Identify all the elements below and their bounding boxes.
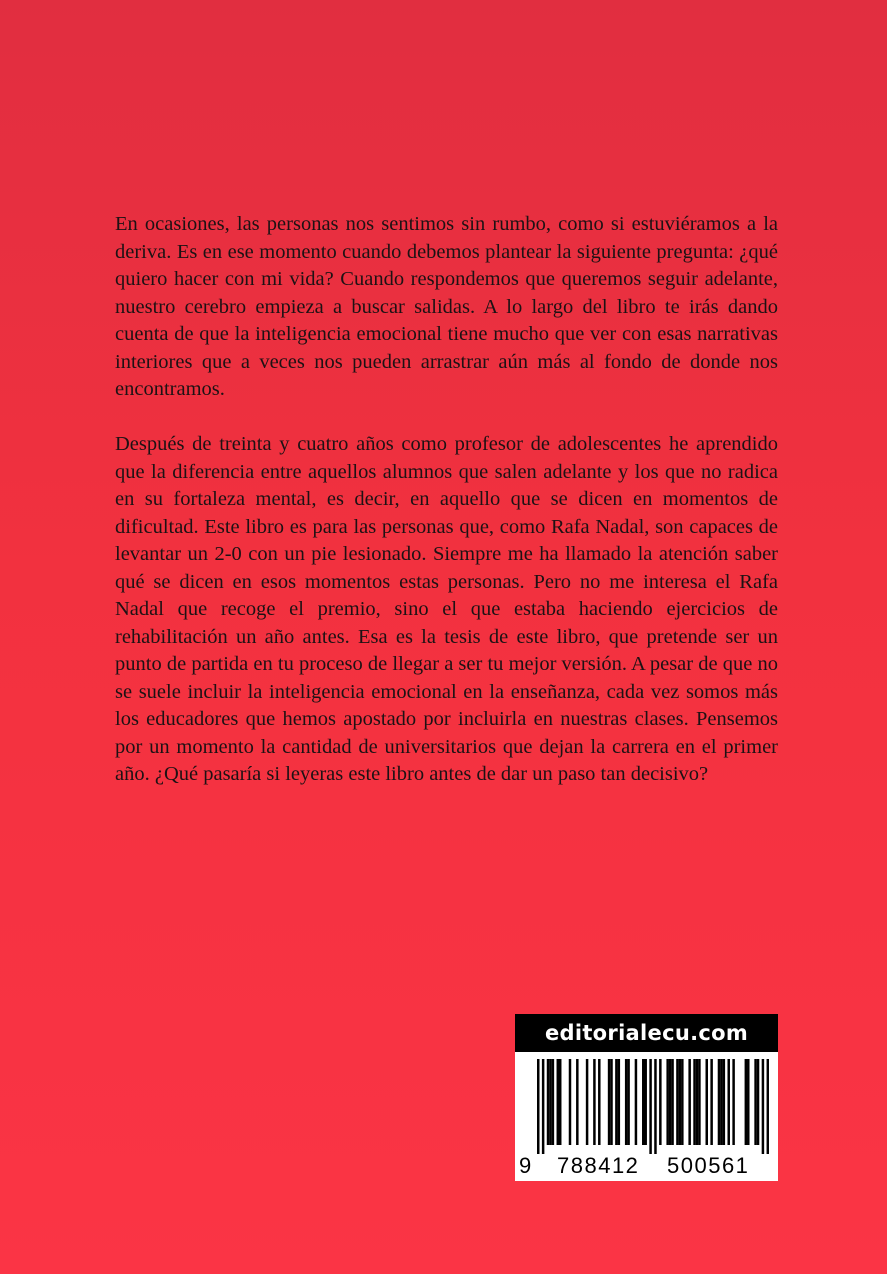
isbn-left-group: 788412 xyxy=(557,1153,640,1178)
barcode-bar xyxy=(593,1059,595,1145)
barcode-bar xyxy=(757,1059,759,1145)
barcode-bar xyxy=(557,1059,559,1145)
barcode-bar xyxy=(676,1059,678,1145)
barcode-bar xyxy=(537,1059,539,1154)
barcode-bar xyxy=(542,1059,544,1154)
barcode-bars xyxy=(537,1059,769,1154)
synopsis-text xyxy=(115,211,778,789)
barcode-bar xyxy=(547,1059,549,1145)
barcode-bar xyxy=(608,1059,610,1145)
barcode-bar xyxy=(649,1059,651,1154)
barcode-bar xyxy=(598,1059,600,1145)
barcode-bar xyxy=(559,1059,561,1145)
barcode-bar xyxy=(681,1059,683,1145)
barcode-bar xyxy=(618,1059,620,1145)
barcode-bar xyxy=(669,1059,671,1145)
barcode-bar xyxy=(679,1059,681,1145)
barcode-bar xyxy=(747,1059,749,1145)
barcode-bar xyxy=(720,1059,722,1145)
barcode-bar xyxy=(552,1059,554,1145)
barcode-bar xyxy=(754,1059,756,1145)
barcode-bar xyxy=(671,1059,673,1145)
barcode-bar xyxy=(625,1059,627,1145)
barcode-bar xyxy=(718,1059,720,1145)
barcode-bar xyxy=(696,1059,698,1145)
synopsis-paragraph-1: En ocasiones, las personas nos sentimos sin rumbo, como si estuviéramos a la deriva. Es en ese momento cuando debemos plantear la siguiente pregunta: ¿qué quiero hacer con mi vida? Cuando respondemos que queremos seguir adelante, nuestro cerebro empieza a buscar salidas. A lo largo del libro te irás dando cuenta de que la inteligencia emocional tiene mucho que ver con esas narrativas interiores que a veces nos pueden arrastrar aún más al fondo de donde nos encontramos. xyxy=(115,213,778,400)
barcode-bar xyxy=(732,1059,734,1145)
barcode-bar xyxy=(642,1059,644,1145)
barcode-bar xyxy=(654,1059,656,1154)
barcode-bar xyxy=(727,1059,729,1145)
barcode-bar xyxy=(698,1059,700,1145)
isbn-barcode-block xyxy=(515,1014,778,1181)
barcode-bar xyxy=(706,1059,708,1145)
barcode-bar xyxy=(635,1059,637,1145)
barcode-bar xyxy=(627,1059,629,1145)
barcode-bar xyxy=(666,1059,668,1145)
barcode-bar xyxy=(586,1059,588,1145)
barcode-bar xyxy=(710,1059,712,1145)
synopsis-paragraph-2: Después de treinta y cuatro años como profesor de adolescentes he aprendido que la diferencia entre aquellos alumnos que salen adelante y los que no radica en su fortaleza mental, es decir, en aquello que se dicen en momentos de dificultad. Este libro es para las personas que, como Rafa Nadal, son capaces de levantar un 2-0 con un pie lesionado. Siempre me ha llamado la atención saber qué se dicen en esos momentos estas personas. Pero no me interesa el Rafa Nadal que recoge el premio, sino el que estaba haciendo ejercicios de rehabilitación un año antes. Esa es la tesis de este libro, que pretende ser un punto de partida en tu proceso de llegar a ser tu mejor versión. A pesar de que no se suele incluir la inteligencia emocional en la enseñanza, cada vez somos más los educadores que hemos apostado por incluirla en nuestras clases. Pensemos por un momento la cantidad de universitarios que dejan la carrera en el primer año. ¿Qué pasaría si leyeras este libro antes de dar un paso tan decisivo? xyxy=(115,433,778,785)
barcode-bar xyxy=(576,1059,578,1145)
barcode-bar xyxy=(549,1059,551,1145)
barcode-bar xyxy=(610,1059,612,1145)
isbn-right-group: 500561 xyxy=(667,1153,750,1178)
publisher-website: editorialecu.com xyxy=(515,1014,778,1052)
isbn-first-digit: 9 xyxy=(519,1153,532,1178)
barcode-bar xyxy=(569,1059,571,1145)
barcode-bar xyxy=(615,1059,617,1145)
barcode-bar xyxy=(659,1059,661,1145)
barcode-bar xyxy=(644,1059,646,1145)
barcode-bar xyxy=(723,1059,725,1145)
barcode-bar xyxy=(688,1059,690,1145)
barcode-bar xyxy=(693,1059,695,1145)
barcode-bar xyxy=(745,1059,747,1145)
barcode-bar xyxy=(767,1059,769,1154)
barcode-bar xyxy=(762,1059,764,1154)
